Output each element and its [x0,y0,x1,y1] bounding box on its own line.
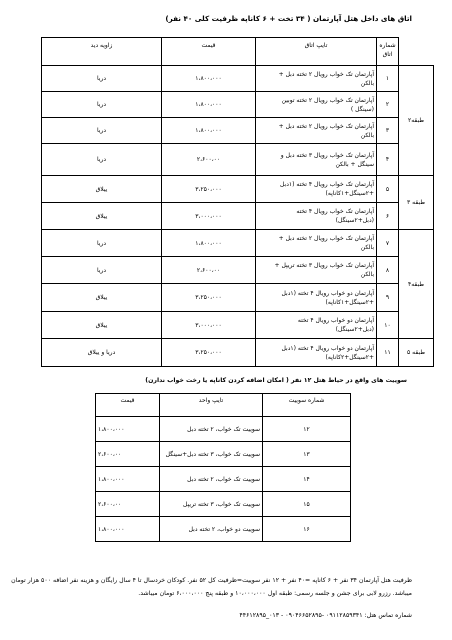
room-view: دریا [42,66,162,92]
suite-row [96,517,351,542]
header-suite-number: شماره سوییت [263,394,351,417]
suite-price: ۲،۶۰۰،۰۰ [96,442,160,467]
suite-row [96,417,351,442]
room-number: ۱ [377,66,399,92]
suites-table [95,393,351,542]
room-number: ۷ [377,230,399,257]
footer-lobby-note: میباشد. رزرو لابی برای جشن و جلسه رسمی: طبقه اول ۱۰،۰۰۰،۰۰۰ و طبقه پنج ۶،۰۰۰،۰۰۰ تومان میباشد. [138,590,412,597]
room-price: ۱،۸۰۰،۰۰۰ [162,92,256,118]
room-type-line: آپارتمان دو خواب رویال ۴ تخته (۱دبل [281,289,374,297]
floor-label: طبقه۲ [399,66,434,176]
room-price: ۱،۸۰۰،۰۰۰ [162,66,256,92]
rooms-header-row [42,38,434,66]
room-type [256,144,377,176]
room-type-line: آپارتمان تک خواب رویال ۳ تخته تریپل + [274,262,374,269]
room-type-line: سینگل + بالکن [335,160,374,168]
room-number: ۱۱ [377,339,399,367]
footer-contact: شماره تماس هتل: ۰۹۱۱۲۸۵۹۳۴۱ -۰۹۰۴۶۶۵۲۸۹۵ - ۰۱۳_۴۴۶۱۲۸۹۵ [239,612,412,619]
floor-label: طبقه۴ [399,230,434,339]
room-type [256,92,377,118]
page-title: اتاق های داخل هتل آپارتمان ( ۳۴ تخت + ۶ کاناپه ظرفیت کلی ۴۰ نفر) [165,14,412,23]
room-view: ییلاق [42,176,162,203]
room-row [42,118,434,144]
room-view: ییلاق [42,312,162,339]
room-number: ۱۰ [377,312,399,339]
room-number: ۵ [377,176,399,203]
suite-number: ۱۵ [263,492,351,517]
room-type [256,176,377,203]
room-view: دریا [42,92,162,118]
rooms-table [41,37,434,367]
suite-row [96,442,351,467]
room-type-line: آپارتمان تک خواب رویال ۴ تخته (۱دبل [280,181,374,188]
room-number: ۴ [377,144,399,176]
room-price: ۳،۲۵۰،۰۰۰ [162,176,256,203]
floor-label: طبقه ۳ [399,176,434,230]
room-number: ۶ [377,203,399,230]
room-type [256,118,377,144]
room-type [256,312,377,339]
room-type-line: آپارتمان تک خواب رویال ۴ تخته [296,208,374,215]
suite-type: سوییت تک خواب، ۲ تخته دبل [160,467,263,492]
room-price: ۳،۲۵۰،۰۰۰ [162,339,256,367]
header-unit-type: تایپ واحد [160,394,263,417]
room-row [42,284,434,312]
header-view: زاویه دید [42,38,162,66]
header-suite-price: قیمت [96,394,160,417]
room-type-line: (سینگل ) [350,105,374,113]
room-number: ۳ [377,118,399,144]
suite-price: ۱،۸۰۰،۰۰۰ [96,467,160,492]
header-price: قیمت [162,38,256,66]
room-row [42,230,434,257]
room-view: دریا [42,230,162,257]
room-row [42,66,434,92]
header-room-type: تایپ اتاق [256,38,377,66]
suite-type: سوییت تک خواب، ۳ تخته تریپل [160,492,263,517]
room-row [42,176,434,203]
room-type [256,66,377,92]
room-type-line: بالکن [360,244,374,251]
room-price: ۳،۰۰۰،۰۰۰ [162,203,256,230]
room-number: ۲ [377,92,399,118]
room-price: ۱،۸۰۰،۰۰۰ [162,230,256,257]
footer-capacity-note: ظرفیت هتل آپارتمان ۳۴ نفر + ۶ کاناپه =۴۰ نفر + ۱۲ نفر سوییت=ظرفیت کل ۵۲ نفر. کودکان خردسال تا ۴ سال رایگان و هزینه نفر اضافه ۵۰۰ هزار تومان [11,577,412,584]
room-type-line: آپارتمان دو خواب رویال ۴ تخته (۱دبل [281,344,374,352]
room-view: ییلاق [42,284,162,312]
room-row [42,257,434,284]
room-row [42,92,434,118]
room-price: ۲،۶۰۰،۰۰ [162,257,256,284]
suite-type: سوییت تک خواب، ۳ تخته دبل+سینگل [160,442,263,467]
room-type-line: +۲سینگل+۱کاناپه) [325,298,374,306]
room-view: دریا [42,257,162,284]
suite-number: ۱۴ [263,467,351,492]
suite-number: ۱۲ [263,417,351,442]
suite-row [96,492,351,517]
room-price: ۳،۲۵۰،۰۰۰ [162,284,256,312]
room-price: ۳،۰۰۰،۰۰۰ [162,312,256,339]
suite-type: سوییت تک خواب، ۲ تخته دبل [160,417,263,442]
suite-number: ۱۳ [263,442,351,467]
room-row [42,312,434,339]
room-type-line: آپارتمان تک خواب رویال ۲ تخته دبل + [278,70,374,78]
room-type-line: آپارتمان دو خواب رویال ۴ تخته [297,317,374,324]
suite-price: ۱،۸۰۰،۰۰۰ [96,517,160,542]
room-type-line: بالکن [360,131,374,139]
suites-header-row [96,394,351,417]
room-number: ۹ [377,284,399,312]
suite-type: سوییت دو خواب، ۲ تخته دبل [160,517,263,542]
room-row [42,203,434,230]
floor-header-corner [399,38,434,66]
suites-title: سوییت های واقع در حیاط هتل ۱۲ نفر ( امکان اضافه کردن کاناپه یا رخت خواب ندارن) [145,377,407,384]
room-row [42,339,434,367]
room-type-line: (دبل+۲سینگل) [335,326,374,333]
room-row [42,144,434,176]
room-view: ییلاق [42,203,162,230]
floor-label: طبقه ۵ [399,339,434,367]
room-view: دریا [42,118,162,144]
room-type-line: بالکن [360,79,374,87]
room-type-line: (دبل+۲سینگل) [335,217,374,224]
room-view: دریا [42,144,162,176]
room-type-line: آپارتمان تک خواب رویال ۲ تخته دبل + [278,122,374,130]
room-type [256,230,377,257]
room-type [256,284,377,312]
rooms-body [42,66,434,367]
suite-row [96,467,351,492]
room-type-line: +۲سینگل+۱کاناپه) [325,190,374,197]
room-view: دریا و ییلاق [42,339,162,367]
room-price: ۲،۶۰۰،۰۰ [162,144,256,176]
room-type [256,339,377,367]
room-type-line: +۲سینگل+۲کاناپه) [325,353,374,361]
suite-price: ۱،۸۰۰،۰۰۰ [96,417,160,442]
header-room-number: شماره اتاق [377,38,399,66]
suites-body [96,417,351,542]
room-type [256,257,377,284]
room-type-line: آپارتمان تک خواب رویال ۲ تخته توبین [281,96,374,104]
suite-price: ۲،۶۰۰،۰۰ [96,492,160,517]
room-price: ۱،۸۰۰،۰۰۰ [162,118,256,144]
room-type-line: بالکن [360,271,374,278]
room-type-line: آپارتمان تک خواب رویال ۲ تخته دبل + [278,235,374,242]
room-type-line: آپارتمان تک خواب رویال ۳ تخته دبل و [280,151,374,159]
suite-number: ۱۶ [263,517,351,542]
room-number: ۸ [377,257,399,284]
room-type [256,203,377,230]
